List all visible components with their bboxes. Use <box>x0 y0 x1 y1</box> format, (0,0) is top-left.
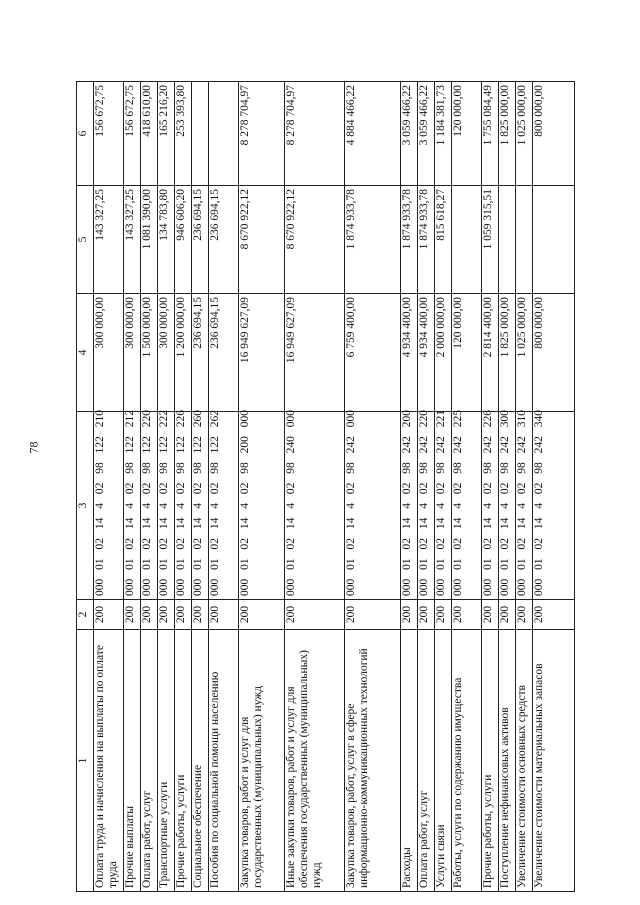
row-executed: 8 670 922,12 <box>285 186 345 294</box>
row-approved: 120 000,00 <box>452 294 482 412</box>
table-row <box>401 82 418 892</box>
table-row <box>158 82 175 892</box>
header-col-2: 2 <box>77 600 94 630</box>
row-executed <box>516 186 533 294</box>
row-classifier-code: 000 01 02 14 4 02 98 122 220 <box>141 412 158 600</box>
row-remaining: 156 672,75 <box>94 82 124 186</box>
row-code-line: 200 <box>401 600 418 630</box>
row-remaining: 1 825 000,00 <box>499 82 516 186</box>
row-name: Работы, услуги по содержанию имущества <box>452 630 482 892</box>
row-name: Прочие работы, услуги <box>175 630 192 892</box>
row-remaining: 8 278 704,97 <box>239 82 285 186</box>
row-classifier-code: 000 01 02 14 4 02 98 122 210 <box>94 412 124 600</box>
row-approved: 1 025 000,00 <box>516 294 533 412</box>
row-code-line: 200 <box>124 600 141 630</box>
row-classifier-code: 000 01 02 14 4 02 98 242 200 <box>401 412 418 600</box>
row-name: Оплата работ, услуг <box>418 630 435 892</box>
row-name: Пособия по социальной помощи населению <box>209 630 239 892</box>
row-approved: 2 814 400,00 <box>482 294 499 412</box>
row-approved: 2 000 000,00 <box>435 294 452 412</box>
table-row <box>452 82 482 892</box>
row-code-line: 200 <box>499 600 516 630</box>
row-code-line: 200 <box>435 600 452 630</box>
row-remaining: 253 393,80 <box>175 82 192 186</box>
row-approved: 300 000,00 <box>124 294 141 412</box>
header-col-4: 4 <box>77 294 94 412</box>
row-executed: 143 327,25 <box>94 186 124 294</box>
table-row <box>418 82 435 892</box>
row-classifier-code: 000 01 02 14 4 02 98 242 000 <box>345 412 401 600</box>
table-row <box>482 82 499 892</box>
row-name: Прочие выплаты <box>124 630 141 892</box>
row-name: Расходы <box>401 630 418 892</box>
row-executed: 1 874 933,78 <box>401 186 418 294</box>
table-row <box>345 82 401 892</box>
row-classifier-code: 000 01 02 14 4 02 98 242 226 <box>482 412 499 600</box>
row-classifier-code: 000 01 02 14 4 02 98 122 212 <box>124 412 141 600</box>
row-remaining: 800 000,00 <box>533 82 575 186</box>
row-name: Увеличение стоимости основных средств <box>516 630 533 892</box>
header-row <box>77 82 94 892</box>
row-remaining: 418 610,00 <box>141 82 158 186</box>
row-approved: 16 949 627,09 <box>285 294 345 412</box>
row-executed: 1 081 390,00 <box>141 186 158 294</box>
row-approved: 1 825 000,00 <box>499 294 516 412</box>
row-classifier-code: 000 01 02 14 4 02 98 242 225 <box>452 412 482 600</box>
row-classifier-code: 000 01 02 14 4 02 98 242 300 <box>499 412 516 600</box>
row-name: Увеличение стоимости материальных запасов <box>533 630 575 892</box>
header-col-3: 3 <box>77 412 94 600</box>
row-code-line: 200 <box>418 600 435 630</box>
row-executed: 946 606,20 <box>175 186 192 294</box>
row-remaining: 3 059 466,22 <box>418 82 435 186</box>
row-classifier-code: 000 01 02 14 4 02 98 122 260 <box>192 412 209 600</box>
row-classifier-code: 000 01 02 14 4 02 98 242 220 <box>418 412 435 600</box>
table-row <box>141 82 158 892</box>
row-code-line: 200 <box>141 600 158 630</box>
row-classifier-code: 000 01 02 14 4 02 98 242 221 <box>435 412 452 600</box>
row-remaining: 1 184 381,73 <box>435 82 452 186</box>
row-executed: 1 059 315,51 <box>482 186 499 294</box>
row-executed <box>499 186 516 294</box>
row-executed <box>452 186 482 294</box>
row-classifier-code: 000 01 02 14 4 02 98 242 310 <box>516 412 533 600</box>
row-remaining <box>192 82 209 186</box>
row-executed: 143 327,25 <box>124 186 141 294</box>
row-classifier-code: 000 01 02 14 4 02 98 122 262 <box>209 412 239 600</box>
row-code-line: 200 <box>533 600 575 630</box>
row-approved: 800 000,00 <box>533 294 575 412</box>
row-name: Услуги связи <box>435 630 452 892</box>
row-code-line: 200 <box>482 600 499 630</box>
row-remaining: 165 216,20 <box>158 82 175 186</box>
header-col-6: 6 <box>77 82 94 186</box>
row-executed: 1 874 933,78 <box>418 186 435 294</box>
row-executed: 1 874 933,78 <box>345 186 401 294</box>
table-row <box>533 82 575 892</box>
row-remaining: 3 059 466,22 <box>401 82 418 186</box>
row-code-line: 200 <box>158 600 175 630</box>
row-code-line: 200 <box>209 600 239 630</box>
header-col-1: 1 <box>77 630 94 892</box>
row-remaining <box>209 82 239 186</box>
row-name: Закупка товаров, работ и услуг для государственных (муниципальных) нужд <box>239 630 285 892</box>
table-row <box>209 82 239 892</box>
row-name: Иные закупки товаров, работ и услуг для обеспечения государственных (муниципальных) нужд <box>285 630 345 892</box>
budget-table <box>76 81 575 892</box>
table-row <box>516 82 533 892</box>
row-executed: 8 670 922,12 <box>239 186 285 294</box>
row-approved: 236 694,15 <box>209 294 239 412</box>
row-code-line: 200 <box>94 600 124 630</box>
row-approved: 4 934 400,00 <box>401 294 418 412</box>
row-executed: 236 694,15 <box>209 186 239 294</box>
row-executed: 236 694,15 <box>192 186 209 294</box>
row-classifier-code: 000 01 02 14 4 02 98 122 226 <box>175 412 192 600</box>
row-code-line: 200 <box>239 600 285 630</box>
row-code-line: 200 <box>345 600 401 630</box>
row-code-line: 200 <box>192 600 209 630</box>
row-executed: 134 783,80 <box>158 186 175 294</box>
row-executed: 815 618,27 <box>435 186 452 294</box>
row-remaining: 4 884 466,22 <box>345 82 401 186</box>
table-row <box>124 82 141 892</box>
row-executed <box>533 186 575 294</box>
page-number: 78 <box>26 441 41 454</box>
row-classifier-code: 000 01 02 14 4 02 98 240 000 <box>285 412 345 600</box>
row-name: Социальное обеспечение <box>192 630 209 892</box>
row-classifier-code: 000 01 02 14 4 02 98 242 340 <box>533 412 575 600</box>
row-remaining: 156 672,75 <box>124 82 141 186</box>
row-approved: 16 949 627,09 <box>239 294 285 412</box>
row-name: Транспортные услуги <box>158 630 175 892</box>
row-approved: 236 694,15 <box>192 294 209 412</box>
row-approved: 4 934 400,00 <box>418 294 435 412</box>
header-col-5: 5 <box>77 186 94 294</box>
row-code-line: 200 <box>285 600 345 630</box>
row-classifier-code: 000 01 02 14 4 02 98 122 222 <box>158 412 175 600</box>
row-name: Оплата работ, услуг <box>141 630 158 892</box>
row-remaining: 1 025 000,00 <box>516 82 533 186</box>
table-row <box>94 82 124 892</box>
table-row <box>435 82 452 892</box>
table-row <box>175 82 192 892</box>
table-row <box>192 82 209 892</box>
table-row <box>499 82 516 892</box>
rotated-table-container <box>76 82 636 892</box>
table-row <box>239 82 285 892</box>
row-classifier-code: 000 01 02 14 4 02 98 200 000 <box>239 412 285 600</box>
row-remaining: 120 000,00 <box>452 82 482 186</box>
row-code-line: 200 <box>452 600 482 630</box>
row-code-line: 200 <box>516 600 533 630</box>
row-code-line: 200 <box>175 600 192 630</box>
row-name: Закупка товаров, работ, услуг в сфере информационно-коммуникационных технологий <box>345 630 401 892</box>
row-remaining: 8 278 704,97 <box>285 82 345 186</box>
row-name: Прочие работы, услуги <box>482 630 499 892</box>
row-approved: 1 200 000,00 <box>175 294 192 412</box>
row-approved: 6 759 400,00 <box>345 294 401 412</box>
row-approved: 1 500 000,00 <box>141 294 158 412</box>
row-name: Оплата труда и начисления на выплаты по оплате труда <box>94 630 124 892</box>
row-approved: 300 000,00 <box>94 294 124 412</box>
row-remaining: 1 755 084,49 <box>482 82 499 186</box>
row-approved: 300 000,00 <box>158 294 175 412</box>
row-name: Поступление нефинансовых активов <box>499 630 516 892</box>
table-row <box>285 82 345 892</box>
